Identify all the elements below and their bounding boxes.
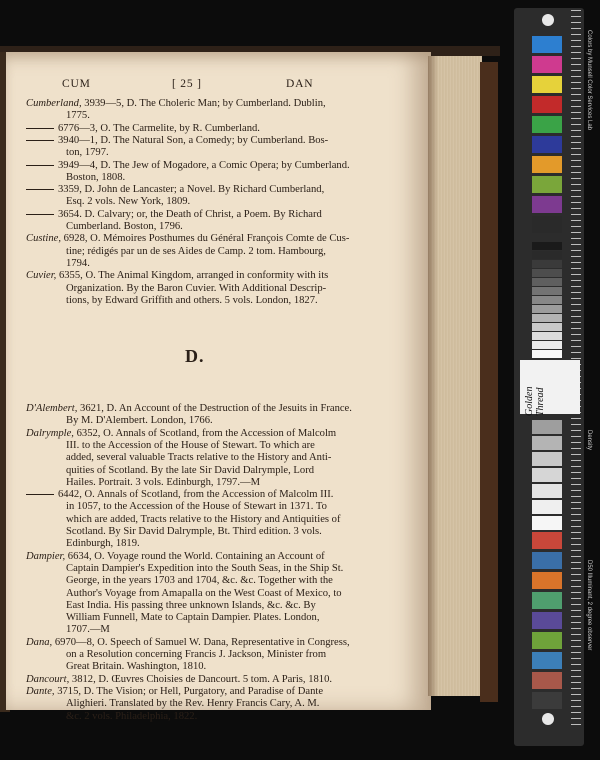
entry-text: added, several valuable Tracts relative to the History and Anti-: [66, 452, 332, 464]
entry-line: [66, 283, 326, 295]
entry-text: Edinburgh, 1819.: [66, 538, 140, 550]
entry-line: [66, 711, 197, 723]
entry-line: [26, 209, 322, 221]
color-patch: [532, 612, 562, 629]
entry-text: 3715, D. The Vision; or Hell, Purgatory, and Paradise of Dante: [54, 685, 324, 697]
entry-text: East India. His passing three unknown Islands, &c. &c. By: [66, 599, 316, 611]
running-head-left: CUM: [62, 78, 91, 90]
entry-text: 6776—3, O. The Carmelite, by R. Cumberland.: [58, 122, 260, 134]
entry-text: Boston, 1808.: [66, 171, 126, 183]
entry-text: 6634, O. Voyage round the World. Containing an Account of: [65, 550, 325, 562]
entry-text: Esq. 2 vols. New York, 1809.: [66, 196, 191, 208]
entry-author: Dalrymple,: [26, 427, 74, 439]
color-patch: [532, 672, 562, 689]
entry-line: [26, 489, 333, 501]
entry-author: Dancourt,: [26, 673, 70, 685]
gray-step-patch: [532, 484, 562, 498]
color-patch: [532, 176, 562, 193]
ditto-dash: [26, 189, 54, 190]
gray-patch: [532, 260, 562, 268]
color-patch: [532, 532, 562, 549]
color-patch: [532, 196, 562, 213]
entry-text: 6928, O. Mémoires Posthumes du Général François Comte de Cus-: [61, 233, 350, 245]
entry-text: 6970—8, O. Speech of Samuel W. Dana, Representative in Congress,: [52, 636, 350, 648]
entry-text: 1707.—M: [66, 624, 110, 636]
entry-text: which are added, Tracts relative to the History and Antiquities of: [66, 513, 341, 525]
entry-line: [66, 575, 333, 587]
entry-line: [66, 172, 125, 184]
entry-line: [26, 403, 352, 415]
entry-text: 3812, D. Œuvres Choisies de Dancourt. 5 tom. A Paris, 1810.: [69, 673, 333, 685]
running-head-right: DAN: [286, 78, 314, 90]
entry-text: on a Resolution concerning Francis J. Jackson, Minister from: [66, 649, 327, 660]
entry-author: Dampier,: [26, 550, 66, 562]
gray-step-patch: [532, 436, 562, 450]
entry-author: Dante,: [26, 685, 55, 697]
color-patch: [532, 692, 562, 709]
entry-line: [66, 563, 343, 575]
gray-patch: [532, 305, 562, 313]
gray-patch: [532, 341, 562, 349]
entry-text: 1794.: [66, 257, 90, 269]
entry-line: [26, 233, 349, 245]
entry-line: [26, 160, 350, 172]
color-patch: [532, 632, 562, 649]
book-cover-right: [480, 62, 498, 702]
entry-text: Cumberland. Boston, 1796.: [66, 221, 183, 232]
gray-step-patch: [532, 516, 562, 530]
entry-text: William Funnell, Mate to Captain Dampier. Plates. London,: [66, 612, 320, 624]
entry-text: 6355, O. The Animal Kingdom, arranged in conformity with its: [56, 270, 329, 282]
color-patch: [532, 76, 562, 93]
entry-line: [66, 415, 213, 427]
target-hole-top: [542, 14, 554, 26]
entry-text: 3654. D. Calvary; or, the Death of Christ, a Poem. By Richard: [58, 208, 322, 220]
ditto-dash: [26, 140, 54, 141]
entry-text: 6442, O. Annals of Scotland, from the Accession of Malcolm III.: [58, 489, 334, 501]
entry-line: [66, 538, 140, 550]
entry-line: [26, 98, 326, 110]
entry-line: [66, 661, 206, 673]
entry-author: Dana,: [26, 636, 53, 648]
entry-line: [66, 258, 90, 270]
entry-line: [66, 246, 326, 258]
target-side-text-1: Colors by Munsell Color Services Lab: [586, 30, 592, 131]
gray-patch: [532, 323, 562, 331]
entry-text: Organization. By the Baron Cuvier. With Additional Descrip-: [66, 282, 327, 294]
color-patch: [532, 156, 562, 173]
entry-text: George, in the years 1703 and 1704, &c. &c. Together with the: [66, 575, 333, 587]
entry-text: Alighieri. Translated by the Rev. Henry Francis Cary, A. M.: [66, 698, 320, 710]
entry-line: [66, 600, 316, 612]
entry-text: in 1057, to the Accession of the House of Stewart in 1371. To: [66, 501, 327, 513]
entry-text: 3359, D. John de Lancaster; a Novel. By Richard Cumberland,: [58, 184, 325, 196]
entry-line: [66, 526, 322, 538]
entry-line: [66, 295, 318, 307]
target-side-text-3: Density: [586, 430, 592, 451]
entry-author: Custine,: [26, 233, 62, 245]
entry-text: III. to the Accession of the House of Stewart. To which are: [66, 439, 315, 451]
entry-line: [66, 440, 315, 452]
target-side-text-2: D50 Illuminant, 2 degree observer: [586, 560, 592, 651]
entry-text: 1775.: [66, 110, 90, 122]
gray-step-patch: [532, 452, 562, 466]
color-patch: [532, 572, 562, 589]
color-patch: [532, 652, 562, 669]
entry-line: [26, 270, 328, 282]
entry-text: &c. 2 vols. Philadelphia, 1822.: [66, 710, 198, 722]
entry-line: [26, 637, 350, 649]
entry-text: quities of Scotland. By the late Sir David Dalrymple, Lord: [66, 464, 315, 476]
entry-text: Captain Dampier's Expedition into the South Seas, in the Ship St.: [66, 562, 344, 574]
entry-line: [66, 465, 314, 477]
gray-patch: [532, 278, 562, 286]
entry-line: [66, 514, 341, 526]
entry-line: [66, 501, 327, 513]
page-number: [ 25 ]: [172, 78, 202, 90]
ditto-dash: [26, 128, 54, 129]
target-logo-text: Golden Thread: [524, 386, 546, 416]
target-hole-bottom: [542, 713, 554, 725]
color-patch: [532, 592, 562, 609]
entry-line: [26, 674, 332, 686]
color-patch: [532, 96, 562, 113]
gray-step-patch: [532, 420, 562, 434]
entry-text: 3621, D. An Account of the Destruction of the Jesuits in France.: [77, 403, 352, 414]
gray-step-patch: [532, 468, 562, 482]
color-patch: [532, 136, 562, 153]
entry-line: [26, 686, 323, 698]
entry-line: [66, 452, 331, 464]
color-patch: [532, 36, 562, 53]
entry-text: tions, by Edward Griffith and others. 5 vols. London, 1827.: [66, 294, 318, 306]
entry-text: Author's Voyage from Amapalla on the West Coast of Mexico, to: [66, 587, 342, 599]
entry-line: [66, 649, 326, 661]
entry-line: [66, 477, 260, 489]
entry-line: [26, 184, 324, 196]
entry-text: ton, 1797.: [66, 147, 109, 159]
entry-line: [66, 612, 320, 624]
section-heading: D.: [185, 346, 205, 366]
ditto-dash: [26, 494, 54, 495]
color-patch: [532, 216, 562, 233]
entry-line: [66, 698, 319, 710]
entry-line: [26, 135, 328, 147]
entry-line: [66, 221, 183, 233]
entry-line: [26, 123, 260, 135]
entry-text: Scotland. By Sir David Dalrymple, Bt. Third edition. 3 vols.: [66, 526, 322, 537]
entry-line: [66, 196, 190, 208]
entry-line: [66, 588, 342, 600]
gray-patch: [532, 332, 562, 340]
entry-author: Cuvier,: [26, 270, 57, 282]
entry-line: [66, 624, 110, 636]
entry-text: 3949—4, D. The Jew of Mogadore, a Comic Opera; by Cumberland.: [58, 159, 350, 171]
target-logo-label: [520, 360, 580, 414]
entry-text: 3939—5, D. The Choleric Man; by Cumberland. Dublin,: [81, 98, 326, 109]
color-patch: [532, 56, 562, 73]
gray-patch: [532, 314, 562, 322]
entry-author: Cumberland,: [26, 98, 82, 109]
gray-patch: [532, 269, 562, 277]
color-patch: [532, 552, 562, 569]
entry-line: [26, 428, 336, 440]
entry-text: Great Britain. Washington, 1810.: [66, 661, 207, 673]
entry-text: By M. D'Alembert. London, 1766.: [66, 415, 213, 427]
gray-patch: [532, 296, 562, 304]
gray-patch: [532, 242, 562, 250]
ditto-dash: [26, 165, 54, 166]
gutter-shadow: [428, 56, 438, 696]
gray-patch: [532, 251, 562, 259]
entry-author: D'Alembert,: [26, 403, 78, 414]
ditto-dash: [26, 214, 54, 215]
entry-text: Hailes. Portrait. 3 vols. Edinburgh, 1797.—M: [66, 476, 261, 488]
gray-step-patch: [532, 500, 562, 514]
gray-patch: [532, 287, 562, 295]
entry-line: [26, 551, 325, 563]
entry-text: 6352, O. Annals of Scotland, from the Accession of Malcolm: [73, 427, 337, 439]
entry-text: tine; rédigés par un de ses Aides de Camp. 2 tom. Hambourg,: [66, 245, 326, 257]
entry-line: [66, 147, 109, 159]
entry-text: 3940—1, D. The Natural Son, a Comedy; by Cumberland. Bos-: [58, 134, 329, 146]
entry-line: [66, 110, 90, 122]
color-patch: [532, 116, 562, 133]
